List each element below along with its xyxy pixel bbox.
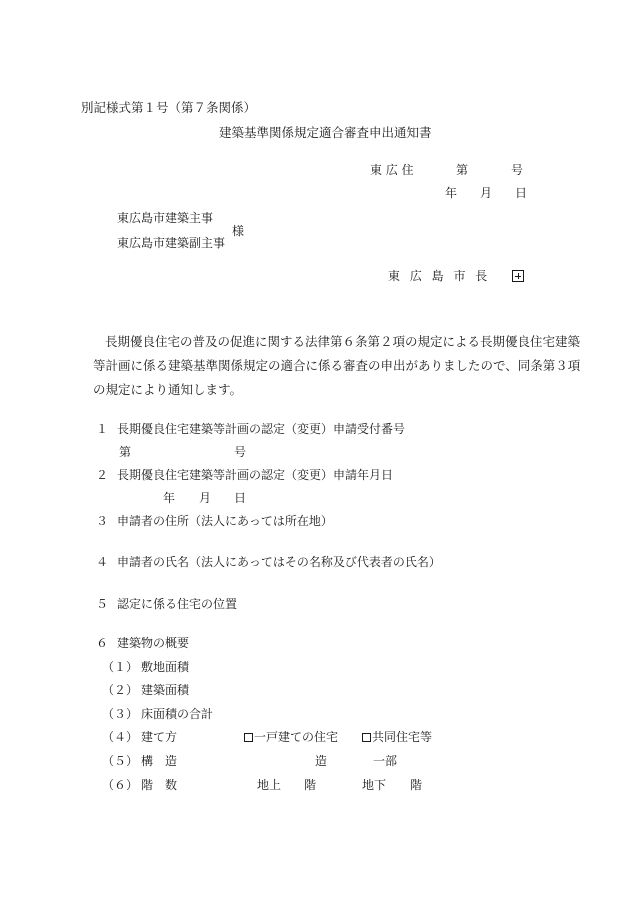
date-year: 年: [445, 186, 458, 200]
body-paragraph: [93, 330, 581, 402]
addressee-honorific: 様: [232, 224, 245, 238]
date-day: 日: [515, 186, 528, 200]
item2-year: 年: [163, 491, 176, 505]
item2-day: 日: [234, 491, 247, 505]
sub6-number: （６）: [102, 778, 139, 792]
item1-number: １: [96, 422, 109, 436]
item5-label: 認定に係る住宅の位置: [117, 597, 238, 611]
sub2-label: 建築面積: [141, 683, 190, 697]
item2-month: 月: [199, 491, 212, 505]
item3-label: 申請者の住所（法人にあっては所在地）: [117, 514, 333, 528]
sub6-chijo: 地上: [257, 778, 282, 792]
item1-dai: 第: [119, 445, 132, 459]
item4-number: ４: [96, 555, 109, 569]
sub5-zou: 造: [315, 754, 328, 768]
sub6-chika: 地下: [362, 778, 387, 792]
sub5-number: （５）: [102, 754, 139, 768]
seal-icon: [512, 270, 524, 282]
item5-number: ５: [96, 597, 109, 611]
form-number: 別記様式第１号（第７条関係）: [81, 100, 257, 115]
sub5-ichibu: 一部: [373, 754, 398, 768]
date-month: 月: [480, 186, 493, 200]
body-line-1: 長期優良住宅の普及の促進に関する法律第６条第２項の規定による長期優良住宅建築: [105, 334, 581, 349]
issuer-name: 東 広 島 市 長: [388, 269, 488, 283]
sub6-kai-above: 階: [304, 778, 317, 792]
sub3-number: （３）: [102, 707, 139, 721]
item2-number: ２: [96, 468, 109, 482]
item1-label: 長期優良住宅建築等計画の認定（変更）申請受付番号: [117, 422, 406, 436]
item6-number: ６: [96, 636, 109, 650]
sub1-number: （１）: [102, 660, 139, 674]
option-apartment-label: 共同住宅等: [372, 730, 433, 744]
item4-label: 申請者の氏名（法人にあってはその名称及び代表者の氏名）: [117, 555, 441, 569]
item6-label: 建築物の概要: [117, 636, 190, 650]
issuer-seal-text: [512, 270, 513, 271]
addressee-line2: 東広島市建築副主事: [117, 236, 226, 250]
document-title: 建築基準関係規定適合審査申出通知書: [219, 125, 432, 140]
sub4-number: （４）: [102, 730, 139, 744]
sub2-number: （２）: [102, 683, 139, 697]
body-line-2: 等計画に係る建築基準関係規定の適合に係る審査の申出がありましたので、同条第３項: [93, 358, 581, 373]
sub6-kai-below: 階: [410, 778, 423, 792]
item1-go: 号: [234, 445, 247, 459]
option-detached-house[interactable]: [244, 731, 338, 743]
detached-house-checkbox[interactable]: [244, 733, 253, 742]
reference-prefix: 東 広 住: [370, 163, 414, 177]
sub6-label: 階 数: [141, 778, 178, 792]
item2-label: 長期優良住宅建築等計画の認定（変更）申請年月日: [117, 468, 394, 482]
option-apartment[interactable]: [362, 731, 432, 743]
option-detached-house-label: 一戸建ての住宅: [254, 730, 339, 744]
sub5-label: 構 造: [141, 754, 178, 768]
apartment-checkbox[interactable]: [362, 733, 371, 742]
sub3-label: 床面積の合計: [141, 707, 214, 721]
body-line-3: の規定により通知します。: [93, 382, 243, 397]
reference-dai: 第: [456, 163, 469, 177]
addressee-line1: 東広島市建築主事: [117, 211, 214, 225]
sub4-label: 建て方: [141, 730, 178, 744]
reference-go: 号: [511, 163, 524, 177]
issuer-seal: [512, 270, 524, 282]
item3-number: ３: [96, 514, 109, 528]
sub1-label: 敷地面積: [141, 660, 190, 674]
